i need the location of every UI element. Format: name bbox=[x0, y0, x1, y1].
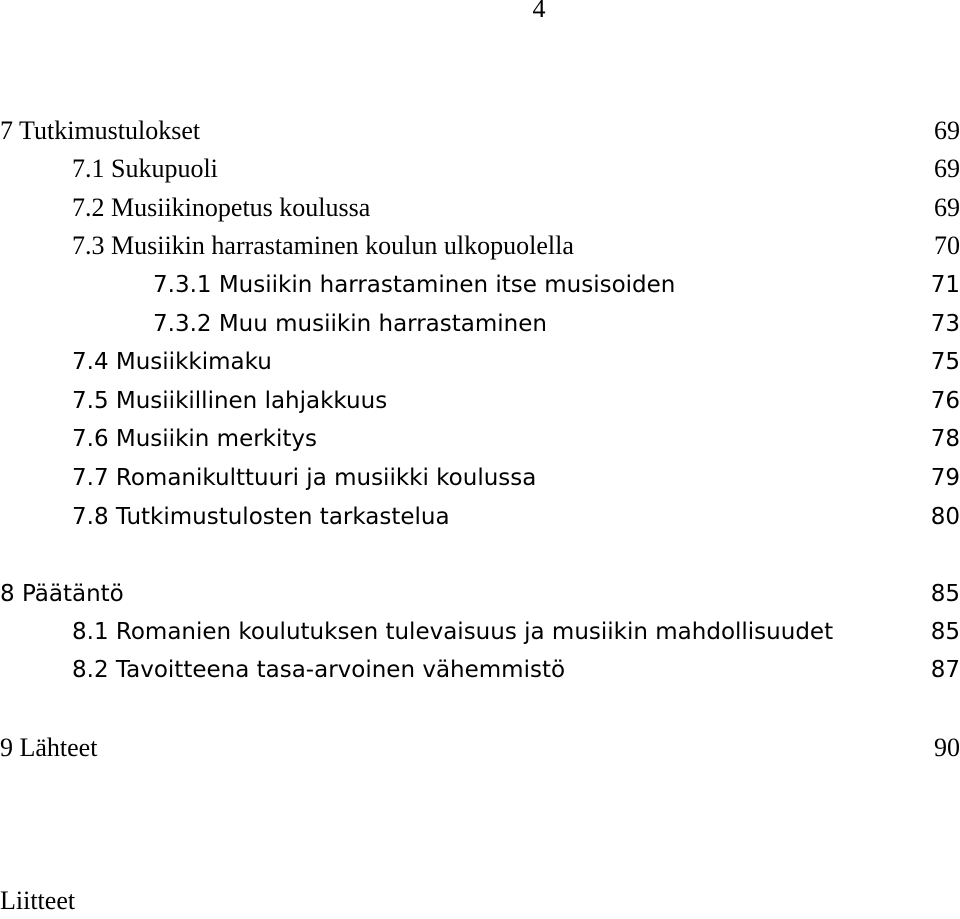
toc-entry-7-6[interactable] bbox=[0, 421, 960, 457]
toc-entry-title: 7.6 Musiikin merkitys bbox=[72, 426, 318, 452]
toc-entry-title: 7.7 Romanikulttuuri ja musiikki koulussa bbox=[72, 465, 537, 491]
toc-entry-7[interactable] bbox=[0, 113, 960, 149]
toc-entry-title: 7.4 Musiikkimaku bbox=[72, 349, 272, 375]
toc-entry-8-1[interactable] bbox=[0, 614, 960, 650]
toc-entry-title: 9 Lähteet bbox=[0, 733, 98, 762]
toc-entry-page: 85 bbox=[930, 619, 960, 645]
toc-entry-title: 7.3.1 Musiikin harrastaminen itse musisoiden bbox=[153, 272, 676, 298]
toc-entry-title: 7.1 Sukupuoli bbox=[72, 154, 218, 183]
toc-entry-7-4[interactable] bbox=[0, 344, 960, 380]
toc-entry-title: 7 Tutkimustulokset bbox=[0, 116, 201, 145]
toc-entry-7-2[interactable] bbox=[0, 190, 960, 226]
toc-entry-title: 7.3.2 Muu musiikin harrastaminen bbox=[153, 311, 547, 337]
toc-entry-7-5[interactable] bbox=[0, 383, 960, 419]
toc-entry-title: 8 Päätäntö bbox=[0, 581, 124, 607]
toc-entry-title: 7.8 Tutkimustulosten tarkastelua bbox=[72, 504, 450, 530]
toc-entry-page: 70 bbox=[934, 231, 960, 260]
toc-entry-title: 7.3 Musiikin harrastaminen koulun ulkopuolella bbox=[72, 231, 574, 260]
toc-entry-7-1[interactable] bbox=[0, 151, 960, 187]
page-number: 4 bbox=[532, 0, 546, 23]
toc-entry-title: 8.2 Tavoitteena tasa-arvoinen vähemmistö bbox=[72, 657, 566, 683]
toc-entry-page: 75 bbox=[930, 349, 960, 375]
toc-entry-8[interactable] bbox=[0, 576, 960, 612]
toc-entry-9[interactable] bbox=[0, 730, 960, 766]
toc-entry-page: 79 bbox=[930, 465, 960, 491]
toc-entry-8-2[interactable] bbox=[0, 652, 960, 688]
toc-entry-page: 76 bbox=[930, 388, 960, 414]
toc-entry-page: 80 bbox=[930, 504, 960, 530]
toc-entry-page: 87 bbox=[930, 657, 960, 683]
toc-entry-page: 85 bbox=[930, 581, 960, 607]
toc-entry-title: 7.5 Musiikillinen lahjakkuus bbox=[72, 388, 388, 414]
toc-entry-page: 71 bbox=[930, 272, 960, 298]
toc-entry-7-3-1[interactable] bbox=[0, 267, 960, 303]
toc-entry-page: 73 bbox=[930, 311, 960, 337]
toc-entry-title: Liitteet bbox=[0, 886, 76, 915]
toc-entry-page: 69 bbox=[934, 193, 960, 222]
toc-entry-page: 69 bbox=[934, 116, 960, 145]
toc-entry-page: 69 bbox=[934, 154, 960, 183]
toc-entry-7-3[interactable] bbox=[0, 228, 960, 264]
toc-entry-title: 8.1 Romanien koulutuksen tulevaisuus ja musiikin mahdollisuudet bbox=[72, 619, 834, 645]
toc-entry-page: 90 bbox=[934, 733, 960, 762]
toc-entry-7-3-2[interactable] bbox=[0, 306, 960, 342]
toc-entry-7-7[interactable] bbox=[0, 460, 960, 496]
toc-entry-7-8[interactable] bbox=[0, 499, 960, 535]
toc-entry-page: 78 bbox=[930, 426, 960, 452]
toc-entry-title: 7.2 Musiikinopetus koulussa bbox=[72, 193, 371, 222]
